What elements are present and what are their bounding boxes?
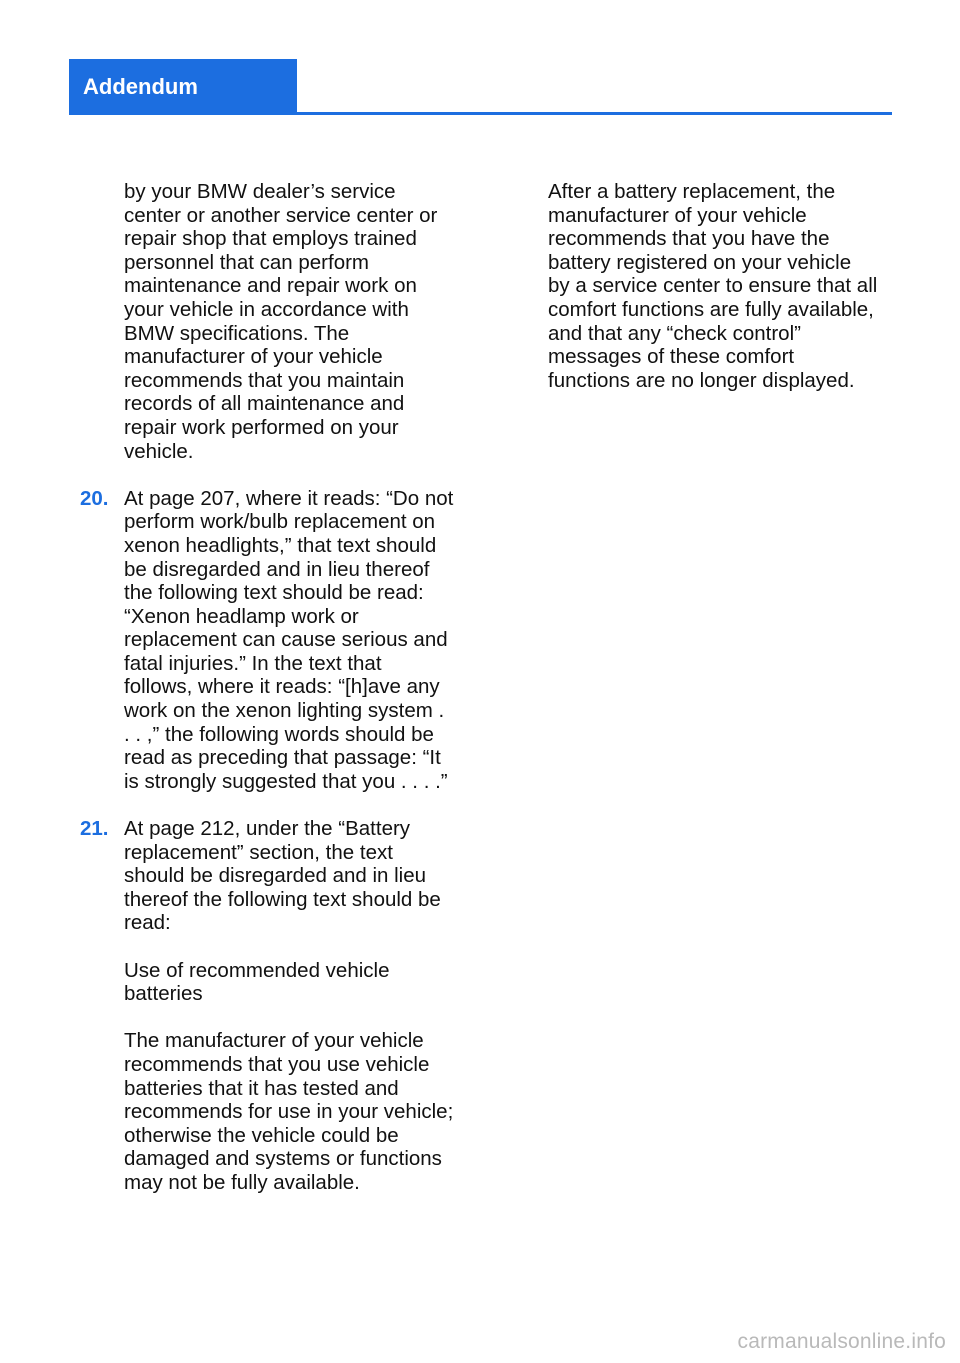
left-column	[80, 180, 470, 1195]
item-number: 21.	[80, 817, 109, 841]
item-text: At page 207, where it reads: “Do not perform work/bulb replacement on xenon headlights,” that text should be disregarded and in lieu thereof the following text should be read: “Xenon headlamp work or replacement can cause serious and fatal injuries.” In the text that follows, where it reads: “[h]ave any work on the xenon lighting system . . . ,” the following words should be read as preceding that passage: “It is strongly suggested that you . . . .”	[124, 486, 454, 793]
watermark: carmanualsonline.info	[737, 1330, 946, 1353]
list-item-21	[80, 817, 470, 935]
item-text: At page 212, under the “Battery replacement” section, the text should be disregarded and in lieu thereof the following text should be read:	[124, 817, 441, 935]
continuation-paragraph: by your BMW dealer’s service center or another service center or repair shop that employs trained personnel that can perform maintenance and repair work on your vehicle in accordance with BMW specifications. The manufacturer of your vehicle recommends that you maintain records of all maintenance and repair work performed on your vehicle.	[124, 180, 438, 463]
header-rule	[69, 112, 892, 115]
section-tab	[69, 59, 297, 113]
list-item-20	[80, 487, 470, 794]
section-title: Addendum	[83, 74, 198, 99]
item-number: 20.	[80, 486, 109, 510]
battery-paragraph: The manufacturer of your vehicle recommends that you use vehicle batteries that it has tested and recommends for use in your vehicle; otherwise the vehicle could be damaged and systems or functions may not be fully available.	[124, 1029, 454, 1194]
right-column	[548, 180, 893, 392]
battery-subheading: Use of recommended vehicle batteries	[124, 958, 390, 1006]
battery-registration-paragraph: After a battery replacement, the manufacturer of your vehicle recommends that you have the battery registered on your vehicle by a service center to ensure that all comfort functions are fully available, and that any “check control” messages of these comfort functions are no longer displayed.	[548, 180, 878, 392]
